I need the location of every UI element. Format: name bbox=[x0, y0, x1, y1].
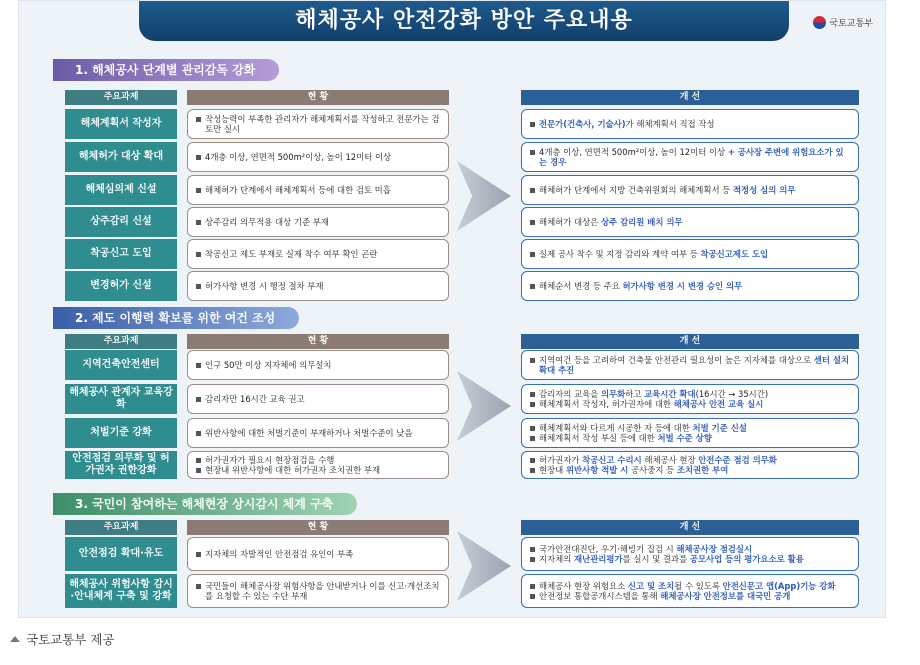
task-label: 착공신고 도입 bbox=[65, 239, 177, 269]
improvement-box bbox=[521, 142, 859, 172]
highlight-text: 착공신고제도 도입 bbox=[700, 248, 769, 259]
highlight-text: 센터 설치 확대 추진 bbox=[539, 354, 850, 375]
status-line: 위반사항에 대한 처벌기준이 부재하거나 처벌수준이 낮음 bbox=[196, 428, 440, 439]
highlight-text: 처벌 기준 신설 bbox=[692, 422, 747, 433]
improvement-text: 해체허가 대상은 bbox=[539, 216, 601, 227]
column-header-status: 현 황 bbox=[187, 334, 449, 349]
improvement-line bbox=[530, 544, 850, 555]
improvement-text: 해체계획서와 다르게 시공한 자 등에 대한 bbox=[539, 422, 693, 433]
task-label: 해체공사 위험사항 감시·안내체계 구축 및 강화 bbox=[65, 574, 177, 608]
improvement-text: 가 해체계획서 직접 작성 bbox=[625, 118, 715, 129]
task-label: 해체공사 관계자 교육강화 bbox=[65, 384, 177, 414]
improvement-line bbox=[530, 185, 850, 196]
improvement-box bbox=[521, 537, 859, 571]
highlight-text: 처벌 수준 상향 bbox=[657, 433, 712, 443]
status-line: 작성능력이 부족한 관리자가 해체계획서를 작성하고 전문가는 검토만 실시 bbox=[196, 114, 440, 135]
improvement-text: 를 실시 및 결과를 bbox=[622, 554, 690, 564]
improvement-text: 해체공사 현장 위험요소 bbox=[539, 580, 628, 591]
highlight-text: 재난관리평가 bbox=[574, 554, 623, 564]
ministry-logo bbox=[813, 13, 873, 31]
improvement-box bbox=[521, 271, 859, 301]
improvement-box bbox=[521, 350, 859, 380]
improvement-line bbox=[530, 465, 850, 476]
chevron-right-icon bbox=[457, 161, 511, 231]
improvement-line bbox=[530, 554, 850, 565]
caret-up-icon bbox=[10, 636, 20, 642]
highlight-text: 상주 감리원 배치 의무 bbox=[600, 216, 683, 227]
section-heading: 1. 해체공사 단계별 관리감독 강화 bbox=[53, 59, 279, 81]
improvement-text: 실제 공사 착수 및 지정 감리와 계약 여부 등 bbox=[539, 248, 701, 259]
improvement-text: (16시간 → 35시간) bbox=[695, 388, 769, 399]
infographic bbox=[18, 0, 886, 618]
column-header-improve: 개 선 bbox=[521, 520, 859, 535]
highlight-text: 적정성 심의 의무 bbox=[732, 184, 796, 195]
column-header-task: 주요과제 bbox=[65, 520, 177, 535]
task-label: 안전점검 의무화 및 허가권자 권한강화 bbox=[65, 451, 177, 479]
highlight-text: 해체공사장 안전정보를 대국민 공개 bbox=[660, 591, 791, 601]
status-line: 4개층 이상, 연면적 500m²이상, 높이 12미터 이상 bbox=[196, 152, 440, 163]
status-box bbox=[187, 175, 449, 205]
task-label: 안전점검 확대·유도 bbox=[65, 537, 177, 571]
improvement-line bbox=[530, 249, 850, 260]
page-title: 해체공사 안전강화 방안 주요내용 bbox=[139, 1, 789, 41]
improvement-text: 허가권자가 bbox=[539, 454, 583, 465]
column-header-status: 현 황 bbox=[187, 90, 449, 105]
highlight-text: 착공신고 수리시 bbox=[582, 454, 642, 465]
column-header-improve: 개 선 bbox=[521, 90, 859, 105]
status-line: 허가사항 변경 시 행정 절차 부재 bbox=[196, 281, 440, 292]
task-label: 변경허가 신설 bbox=[65, 271, 177, 301]
highlight-text: 위반사항 적발 시 bbox=[565, 465, 629, 475]
improvement-box bbox=[521, 109, 859, 139]
status-line: 상주감리 의무적용 대상 기준 부재 bbox=[196, 217, 440, 228]
status-box bbox=[187, 142, 449, 172]
improvement-line bbox=[530, 591, 850, 602]
highlight-text: 신고 및 조치 bbox=[627, 580, 675, 591]
task-label: 해체계획서 작성자 bbox=[65, 109, 177, 139]
improvement-text: 현장내 bbox=[539, 465, 566, 475]
status-box bbox=[187, 109, 449, 139]
status-box bbox=[187, 451, 449, 479]
improvement-box bbox=[521, 574, 859, 608]
highlight-text: 교육시간 확대 bbox=[644, 388, 696, 399]
status-line: 허가권자가 필요시 현장점검을 수행 bbox=[196, 455, 440, 466]
improvement-line bbox=[530, 399, 850, 410]
status-line: 감리자만 16시간 교육 권고 bbox=[196, 394, 440, 405]
highlight-text: 안전신문고 앱(App)기능 강화 bbox=[722, 580, 836, 591]
column-header-improve: 개 선 bbox=[521, 334, 859, 349]
improvement-text: 하고 bbox=[625, 388, 645, 399]
status-box bbox=[187, 537, 449, 571]
status-box bbox=[187, 574, 449, 608]
improvement-text: 해체공사 현장 bbox=[641, 454, 699, 465]
improvement-box bbox=[521, 418, 859, 448]
improvement-line bbox=[530, 455, 850, 466]
status-line: 인구 50만 이상 지자체에 의무설치 bbox=[196, 360, 440, 371]
improvement-line bbox=[530, 147, 850, 168]
status-box bbox=[187, 350, 449, 380]
improvement-line bbox=[530, 581, 850, 592]
status-box bbox=[187, 418, 449, 448]
improvement-text: 안전정보 통합공개시스템을 통해 bbox=[539, 591, 661, 601]
improvement-line bbox=[530, 281, 850, 292]
status-line: 지자체의 자발적인 안전점검 유인이 부족 bbox=[196, 549, 440, 560]
improvement-text: 지역여건 등을 고려하여 건축물 안전관리 필요성이 높은 지자체를 대상으로 bbox=[539, 354, 814, 365]
ministry-name: 국토교통부 bbox=[829, 18, 873, 29]
highlight-text: 공모사업 등의 평가요소로 활용 bbox=[689, 554, 804, 564]
improvement-line bbox=[530, 355, 850, 376]
task-label: 상주감리 신설 bbox=[65, 207, 177, 237]
improvement-box bbox=[521, 175, 859, 205]
highlight-text: + 공사장 주변에 위험요소가 있는 경우 bbox=[539, 146, 844, 167]
improvement-line bbox=[530, 389, 850, 400]
status-box bbox=[187, 384, 449, 414]
status-box bbox=[187, 271, 449, 301]
highlight-text: 조치권한 부여 bbox=[676, 465, 729, 475]
improvement-box bbox=[521, 239, 859, 269]
improvement-box bbox=[521, 207, 859, 237]
improvement-box bbox=[521, 451, 859, 479]
task-label: 해체심의제 신설 bbox=[65, 175, 177, 205]
status-line: 착공신고 제도 부재로 실제 착수 여부 확인 곤란 bbox=[196, 249, 440, 260]
improvement-box bbox=[521, 384, 859, 414]
improvement-text: 국가안전대진단, 우기·해빙기 집검 시 bbox=[539, 543, 677, 554]
highlight-text: 전문가(건축사, 기술사) bbox=[539, 118, 626, 129]
improvement-text: 될 수 있도록 bbox=[674, 580, 723, 591]
improvement-text: 공사중지 등 bbox=[628, 465, 677, 475]
improvement-line bbox=[530, 423, 850, 434]
task-label: 지역건축안전센터 bbox=[65, 350, 177, 380]
improvement-line bbox=[530, 433, 850, 444]
improvement-text: 해체순서 변경 등 주요 bbox=[539, 280, 623, 291]
chevron-right-icon bbox=[457, 371, 511, 441]
section-heading: 3. 국민이 참여하는 해체현장 상시감시 체계 구축 bbox=[53, 493, 357, 515]
improvement-text: 해체허가 단계에서 지방 건축위원회의 해체계획서 등 bbox=[539, 184, 733, 195]
status-line: 해체허가 단계에서 해체계획서 등에 대한 검토 미흡 bbox=[196, 185, 440, 196]
improvement-text: 해체계획서 작성 부실 등에 대한 bbox=[539, 433, 658, 443]
task-label: 해체허가 대상 확대 bbox=[65, 142, 177, 172]
status-line: 국민들이 해체공사장 위험사항을 안내받거나 이를 신고·개선조치를 요청할 수 있는 수단 부재 bbox=[196, 581, 440, 602]
section-heading: 2. 제도 이행력 확보를 위한 여건 조성 bbox=[53, 307, 299, 329]
improvement-text: 지자체의 bbox=[539, 554, 575, 564]
status-box bbox=[187, 239, 449, 269]
improvement-line bbox=[530, 217, 850, 228]
highlight-text: 해체공사 안전 교육 실시 bbox=[673, 399, 764, 409]
improvement-line bbox=[530, 119, 850, 130]
improvement-text: 해체계획서 작성자, 허가권자에 대한 bbox=[539, 399, 674, 409]
status-box bbox=[187, 207, 449, 237]
status-line: 현장내 위반사항에 대한 허가권자 조치권한 부재 bbox=[196, 465, 440, 476]
taegeuk-emblem-icon bbox=[813, 16, 826, 29]
column-header-task: 주요과제 bbox=[65, 90, 177, 105]
improvement-text: 4개층 이상, 연면적 500m²이상, 높이 12미터 이상 bbox=[539, 146, 728, 157]
image-credit bbox=[10, 630, 115, 648]
column-header-task: 주요과제 bbox=[65, 334, 177, 349]
improvement-text: 감리자의 교육을 bbox=[539, 388, 601, 399]
column-header-status: 현 황 bbox=[187, 520, 449, 535]
credit-text: 국토교통부 제공 bbox=[26, 632, 115, 647]
highlight-text: 안전수준 점검 의무화 bbox=[698, 454, 777, 465]
task-label: 처벌기준 강화 bbox=[65, 418, 177, 448]
highlight-text: 해체공사장 점검실시 bbox=[676, 543, 753, 554]
highlight-text: 의무화 bbox=[600, 388, 626, 399]
highlight-text: 허가사항 변경 시 변경 승인 의무 bbox=[622, 280, 743, 291]
chevron-right-icon bbox=[457, 531, 511, 601]
